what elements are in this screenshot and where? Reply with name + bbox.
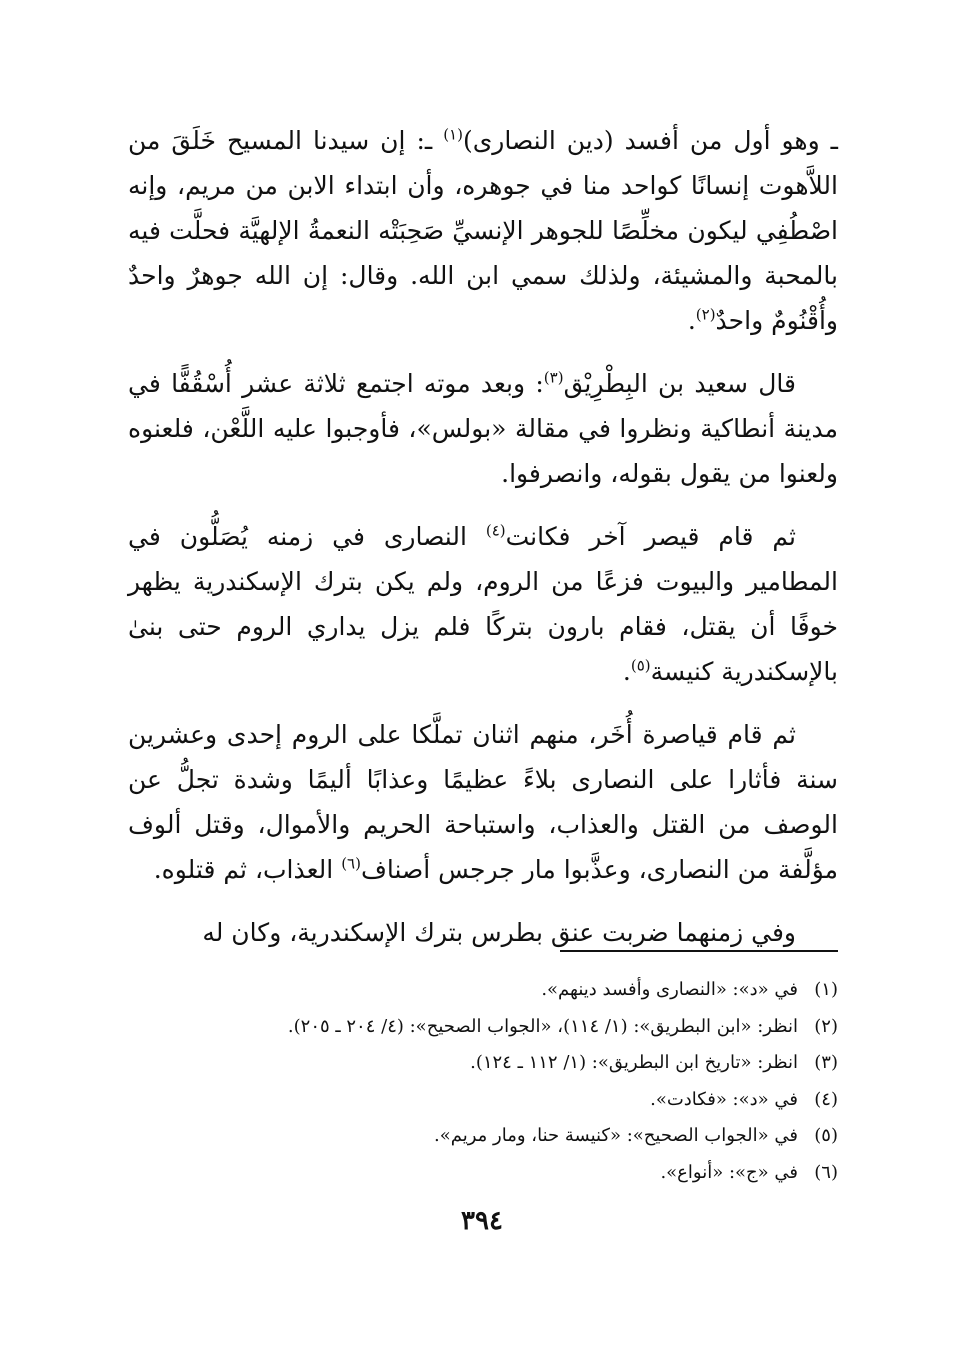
- page-number: ٣٩٤: [461, 1206, 503, 1236]
- footnote-reference: (٦): [341, 854, 361, 873]
- footnote-number: (٣): [814, 1052, 838, 1073]
- footnote: [128, 1118, 838, 1155]
- footnote: [128, 972, 838, 1009]
- paragraph: [128, 514, 838, 694]
- footnote-number: (٥): [814, 1125, 838, 1146]
- footnote-number: (٤): [814, 1088, 838, 1110]
- text-segment: ثم قام قياصرة أُخَر، منهم اثنان تملَّكا على الروم إحدى وعشرين سنة فأثارا على النصارى بلاءً عظيمًا وعذابًا أليمًا وشدة تجلُّ عن الوصف من القتل والعذاب، واستباحة الحريم والأموال، وقتل ألوف مؤلَّفة من النصارى، وعذَّبوا مار جرجس أصناف: [128, 720, 838, 884]
- footnote: [128, 1082, 838, 1119]
- footnote-reference: (٢): [695, 305, 716, 324]
- paragraph: [128, 712, 838, 892]
- text-segment: .: [687, 306, 696, 335]
- footnote: [128, 1045, 838, 1082]
- footnote-text: في «ج»: «أنواع».: [660, 1161, 798, 1183]
- footnotes: [128, 972, 838, 1191]
- text-segment: النصارى في زمنه يُصَلُّون في المطامير والبيوت فزعًا من الروم، ولم يكن بترك الإسكندرية يظهر خوفًا أن يقتل، فقام بارون بتركًا فلم يزل يداري الروم حتى بنىٰ بالإسكندرية كنيسة: [128, 522, 838, 686]
- text-segment: .: [622, 657, 631, 686]
- footnote-text: في «د»: «النصارى وأفسد دينهم».: [541, 979, 798, 1000]
- paragraph: [128, 118, 838, 343]
- footnote-separator: [560, 950, 838, 952]
- text-segment: قال سعيد بن البِطْرِيْق: [563, 369, 796, 398]
- footnote-reference: (٥): [630, 656, 651, 675]
- paragraph: [128, 910, 838, 955]
- footnote-text: انظر: «ابن البطريق»: (١/ ١١٤)، «الجواب الصحيح»: (٤/ ٢٠٤ ـ ٢٠٥).: [287, 1015, 798, 1037]
- text-segment: ـ: إن سيدنا المسيح خَلَقَ من اللاَّهوت إنسانًا كواحد منا في جوهره، وأن ابتداء الابن من مريم، وإنه اصْطُفِي ليكون مخلِّصًا للجوهر الإنسيِّ صَحِبَتْه النعمةُ الإلهيَّة فحلَّت فيه بالمحبة والمشيئة، ولذلك سمي ابن الله. وقال: إن الله جوهرٌ واحدٌ وأُقْنُومٌ واحدٌ: [128, 126, 838, 335]
- footnote-text: في «الجواب الصحيح»: «كنيسة حنا، ومار مريم».: [434, 1125, 798, 1146]
- text-segment: : وبعد موته اجتمع ثلاثة عشر أُسْقُفًّا في مدينة أنطاكية ونظروا في مقالة «بولس»، فأوجبوا عليه اللَّعْن، فلعنوه ولعنوا من يقول بقوله، وانصرفوا.: [128, 369, 838, 488]
- footnote-reference: (٤): [485, 521, 506, 540]
- footnote-text: انظر: «تاريخ ابن البطريق»: (١/ ١١٢ ـ ١٢٤).: [470, 1052, 798, 1073]
- main-text: [128, 118, 838, 973]
- footnote-reference: (٣): [543, 368, 564, 387]
- footnote-reference: (١): [443, 125, 463, 144]
- text-segment: ثم قام قيصر آخر فكانت: [505, 522, 796, 551]
- footnote-number: (٢): [814, 1015, 838, 1037]
- text-segment: العذاب، ثم قتلوه.: [153, 855, 342, 884]
- text-segment: ـ وهو أول من أفسد (دين النصارى): [462, 126, 838, 155]
- footnote-text: في «د»: «فكادت».: [650, 1088, 798, 1110]
- text-segment: وفي زمنهما ضربت عنق بطرس بترك الإسكندرية، وكان له: [202, 918, 796, 947]
- footnote: [128, 1009, 838, 1046]
- footnote-number: (١): [814, 979, 838, 1000]
- footnote-number: (٦): [814, 1161, 838, 1183]
- footnote: [128, 1155, 838, 1192]
- paragraph: [128, 361, 838, 496]
